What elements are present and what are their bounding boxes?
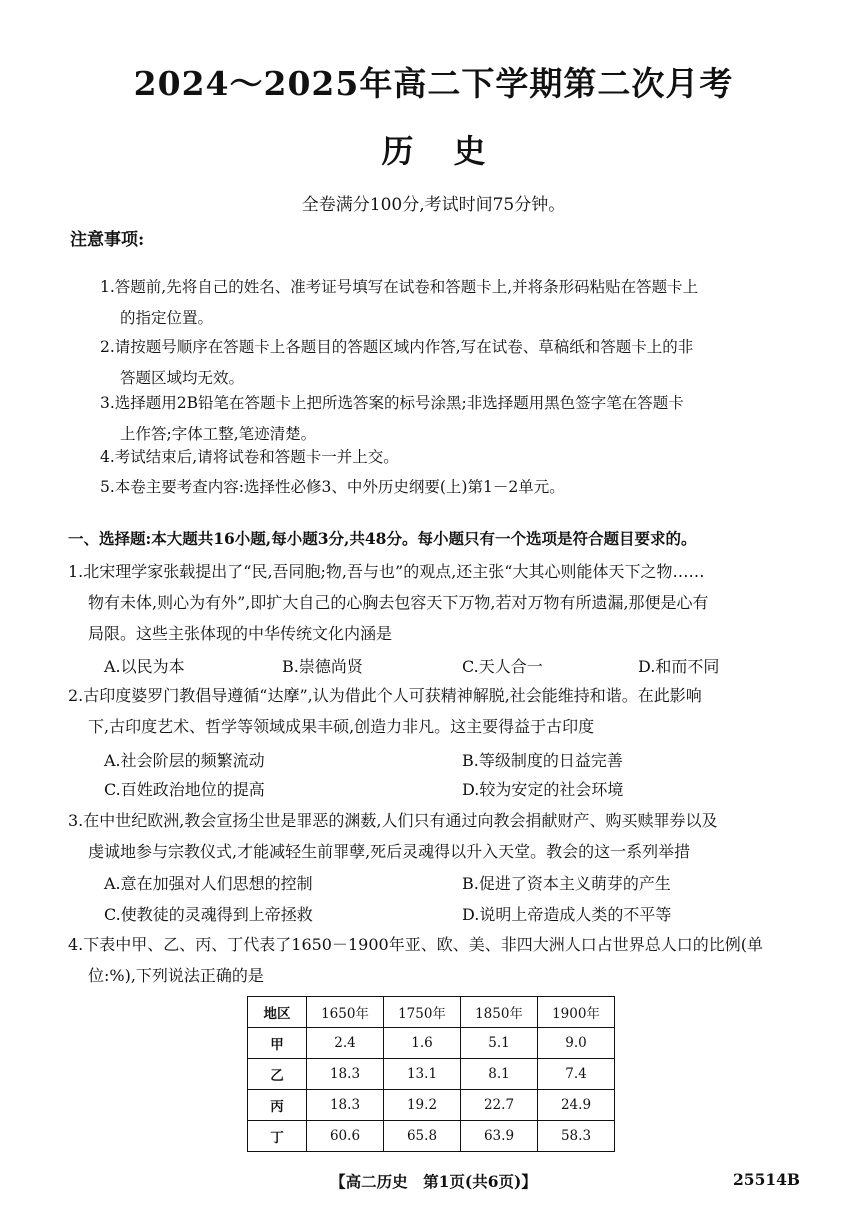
table-cell: 63.9 (461, 1121, 538, 1152)
table-cell: 7.4 (538, 1059, 615, 1090)
table-cell: 60.6 (307, 1121, 384, 1152)
notice-item (100, 472, 800, 503)
question-4 (68, 929, 808, 991)
q2-option-c[interactable]: C.百姓政治地位的提高 (104, 780, 265, 799)
table-header-cell: 地区 (248, 997, 307, 1028)
q1-option-d[interactable]: D.和而不同 (638, 657, 720, 676)
table-cell: 乙 (248, 1059, 307, 1090)
q3-option-a[interactable]: A.意在加强对人们思想的控制 (104, 874, 313, 893)
table-cell: 18.3 (307, 1090, 384, 1121)
table-cell: 8.1 (461, 1059, 538, 1090)
question-line: 4.下表中甲、乙、丙、丁代表了1650－1900年亚、欧、美、非四大洲人口占世界总人口的比例(单 (68, 935, 763, 954)
table-header-cell: 1900年 (538, 997, 615, 1028)
table-cell: 19.2 (384, 1090, 461, 1121)
table-cell: 丙 (248, 1090, 307, 1121)
question-line: 物有未体,则心为有外”,即扩大自己的心胸去包容天下万物,若对万物有所遗漏,那便是心有 (88, 593, 709, 612)
notice-item (100, 388, 800, 450)
notice-line: 3.选择题用2B铅笔在答题卡上把所选答案的标号涂黑;非选择题用黑色签字笔在答题卡 (100, 394, 684, 412)
table-row (248, 1090, 615, 1121)
table-cell: 甲 (248, 1028, 307, 1059)
table-header-cell: 1650年 (307, 997, 384, 1028)
exam-title: 2024～2025年高二下学期第二次月考 (133, 64, 734, 103)
page-footer: 【高二历史 第1页(共6页)】 (330, 1172, 537, 1191)
q3-option-c[interactable]: C.使教徒的灵魂得到上帝拯救 (104, 905, 313, 924)
table-cell: 58.3 (538, 1121, 615, 1152)
q2-option-d[interactable]: D.较为安定的社会环境 (462, 780, 624, 799)
q2-option-a[interactable]: A.社会阶层的频繁流动 (104, 751, 265, 770)
question-2 (68, 680, 808, 742)
table-row (248, 1028, 615, 1059)
q2-option-b[interactable]: B.等级制度的日益完善 (462, 751, 623, 770)
q1-option-c[interactable]: C.天人合一 (462, 657, 543, 676)
table-cell: 1.6 (384, 1028, 461, 1059)
notice-item (100, 272, 800, 334)
notice-heading: 注意事项: (70, 230, 145, 250)
table-cell: 65.8 (384, 1121, 461, 1152)
table-header-row (248, 997, 615, 1028)
question-1 (68, 556, 808, 649)
notice-line: 上作答;字体工整,笔迹清楚。 (120, 425, 317, 443)
notice-item (100, 442, 800, 473)
subject-title: 历史 (381, 132, 526, 170)
question-line: 位:%),下列说法正确的是 (88, 966, 264, 985)
table-cell: 24.9 (538, 1090, 615, 1121)
table-header-cell: 1850年 (461, 997, 538, 1028)
notice-line: 1.答题前,先将自己的姓名、准考证号填写在试卷和答题卡上,并将条形码粘贴在答题卡上 (100, 278, 699, 296)
notice-item (100, 332, 800, 394)
question-line: 下,古印度艺术、哲学等领域成果丰硕,创造力非凡。这主要得益于古印度 (88, 717, 595, 736)
question-line: 2.古印度婆罗门教倡导遵循“达摩”,认为借此个人可获精神解脱,社会能维持和谐。在此影响 (68, 686, 702, 705)
notice-line: 4.考试结束后,请将试卷和答题卡一并上交。 (100, 448, 399, 466)
table-cell: 9.0 (538, 1028, 615, 1059)
q3-option-b[interactable]: B.促进了资本主义萌芽的产生 (462, 874, 671, 893)
section-heading: 一、选择题:本大题共16小题,每小题3分,共48分。每小题只有一个选项是符合题目要求的。 (68, 529, 697, 548)
table-cell: 丁 (248, 1121, 307, 1152)
table-cell: 5.1 (461, 1028, 538, 1059)
score-time-note: 全卷满分100分,考试时间75分钟。 (301, 195, 566, 215)
question-line: 虔诚地参与宗教仪式,才能减轻生前罪孽,死后灵魂得以升入天堂。教会的这一系列举措 (88, 842, 691, 861)
table-row (248, 1121, 615, 1152)
question-line: 3.在中世纪欧洲,教会宣扬尘世是罪恶的渊薮,人们只有通过向教会捐献财产、购买赎罪券以及 (68, 811, 718, 830)
table-row (248, 1059, 615, 1090)
q1-option-a[interactable]: A.以民为本 (104, 657, 185, 676)
table-cell: 13.1 (384, 1059, 461, 1090)
paper-code: 25514B (733, 1170, 801, 1189)
question-line: 1.北宋理学家张载提出了“民,吾同胞;物,吾与也”的观点,还主张“大其心则能体天下之物…… (68, 562, 705, 581)
q3-option-d[interactable]: D.说明上帝造成人类的不平等 (462, 905, 672, 924)
population-table (247, 996, 615, 1152)
q1-option-b[interactable]: B.崇德尚贤 (282, 657, 363, 676)
question-3 (68, 805, 808, 867)
notice-line: 的指定位置。 (120, 309, 214, 327)
table-cell: 22.7 (461, 1090, 538, 1121)
question-line: 局限。这些主张体现的中华传统文化内涵是 (88, 624, 393, 643)
notice-line: 2.请按题号顺序在答题卡上各题目的答题区域内作答,写在试卷、草稿纸和答题卡上的非 (100, 338, 694, 356)
table-cell: 18.3 (307, 1059, 384, 1090)
table-header-cell: 1750年 (384, 997, 461, 1028)
notice-line: 5.本卷主要考查内容:选择性必修3、中外历史纲要(上)第1－2单元。 (100, 478, 565, 496)
notice-line: 答题区域均无效。 (120, 369, 245, 387)
table-cell: 2.4 (307, 1028, 384, 1059)
